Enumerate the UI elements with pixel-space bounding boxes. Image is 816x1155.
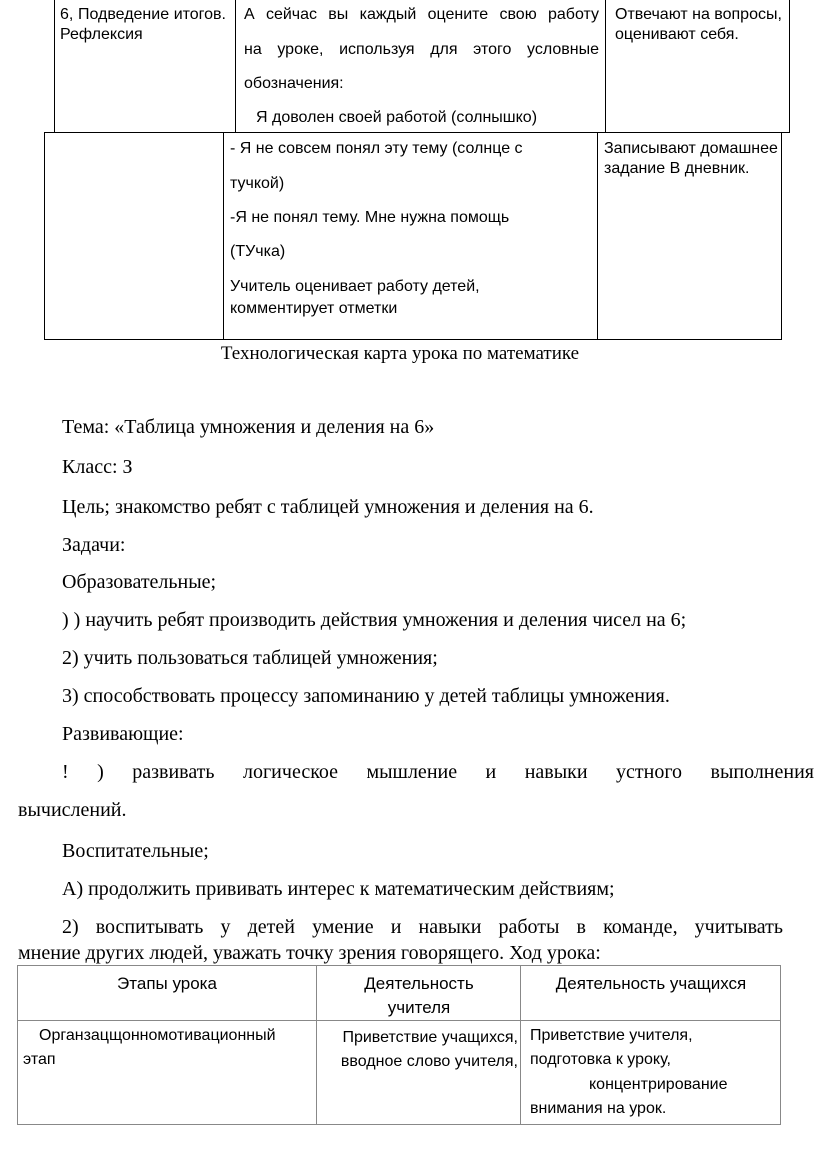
stage-name: Органзацщонномотивационный	[39, 1027, 276, 1044]
students-cell: Записывают домашнее задание В дневник.	[604, 140, 778, 177]
tasks-heading: Задачи:	[62, 534, 126, 556]
edu-item: 2) учить пользоваться таблицей умножения;	[62, 647, 438, 669]
teacher-line: Учитель оценивает работу детей,	[230, 278, 480, 295]
header-students: Деятельность учащихся	[555, 974, 747, 993]
teacher-line: (ТУчка)	[230, 243, 286, 260]
students-activity: подготовка к уроку,	[530, 1051, 671, 1068]
edu-item: ) ) научить ребят производить действия умножения и деления чисел на 6;	[62, 609, 687, 631]
teacher-line: Я доволен своей работой (солнышко)	[256, 109, 538, 126]
stage-name: этап	[23, 1051, 56, 1068]
stage-cell: 6, Подведение итогов. Рефлексия	[60, 6, 226, 43]
up-item-line: мнение других людей, уважать точку зрения говорящего. Ход урока:	[18, 942, 601, 964]
students-activity: концентрирование	[589, 1076, 728, 1093]
header-teacher: Деятельность учителя	[364, 974, 474, 1017]
teacher-line: на уроке, используя для этого условные	[244, 41, 599, 58]
teacher-line: - Я не совсем понял эту тему (солнце с	[230, 140, 523, 157]
header-stages: Этапы урока	[117, 974, 217, 993]
grade-line: Класс: З	[62, 456, 133, 478]
developing-heading: Развивающие:	[62, 723, 184, 745]
teacher-line: тучкой)	[230, 175, 285, 192]
up-item-line: 2) воспитывать у детей умение и навыки работы в команде, учитывать	[62, 916, 783, 938]
teacher-activity: Приветствие учащихся, вводное слово учителя,	[340, 1029, 518, 1070]
upbringing-heading: Воспитательные;	[62, 840, 209, 862]
students-cell: Отвечают на вопросы, оценивают себя.	[615, 6, 782, 43]
goal-line: Цель; знакомство ребят с таблицей умножения и деления на 6.	[62, 496, 594, 518]
teacher-line: комментирует отметки	[230, 300, 398, 317]
teacher-line: -Я не понял тему. Мне нужна помощь	[230, 209, 510, 226]
up-item: А) продолжить прививать интерес к математическим действиям;	[62, 878, 615, 900]
edu-item: 3) способствовать процессу запоминанию у детей таблицы умножения.	[62, 685, 670, 707]
students-activity: Приветствие учителя,	[530, 1027, 693, 1044]
students-activity: внимания на урок.	[530, 1100, 667, 1117]
topic-line: Тема: «Таблица умножения и деления на 6»	[62, 416, 435, 438]
educational-heading: Образовательные;	[62, 571, 217, 593]
teacher-line: А сейчас вы каждый оцените свою работу	[244, 6, 599, 23]
dev-item-line: вычислений.	[18, 799, 127, 821]
teacher-line: обозначения:	[244, 75, 344, 92]
dev-item-line: ! ) развивать логическое мышление и навыки устного выполнения	[62, 761, 814, 783]
page-title: Технологическая карта урока по математике	[220, 343, 580, 364]
